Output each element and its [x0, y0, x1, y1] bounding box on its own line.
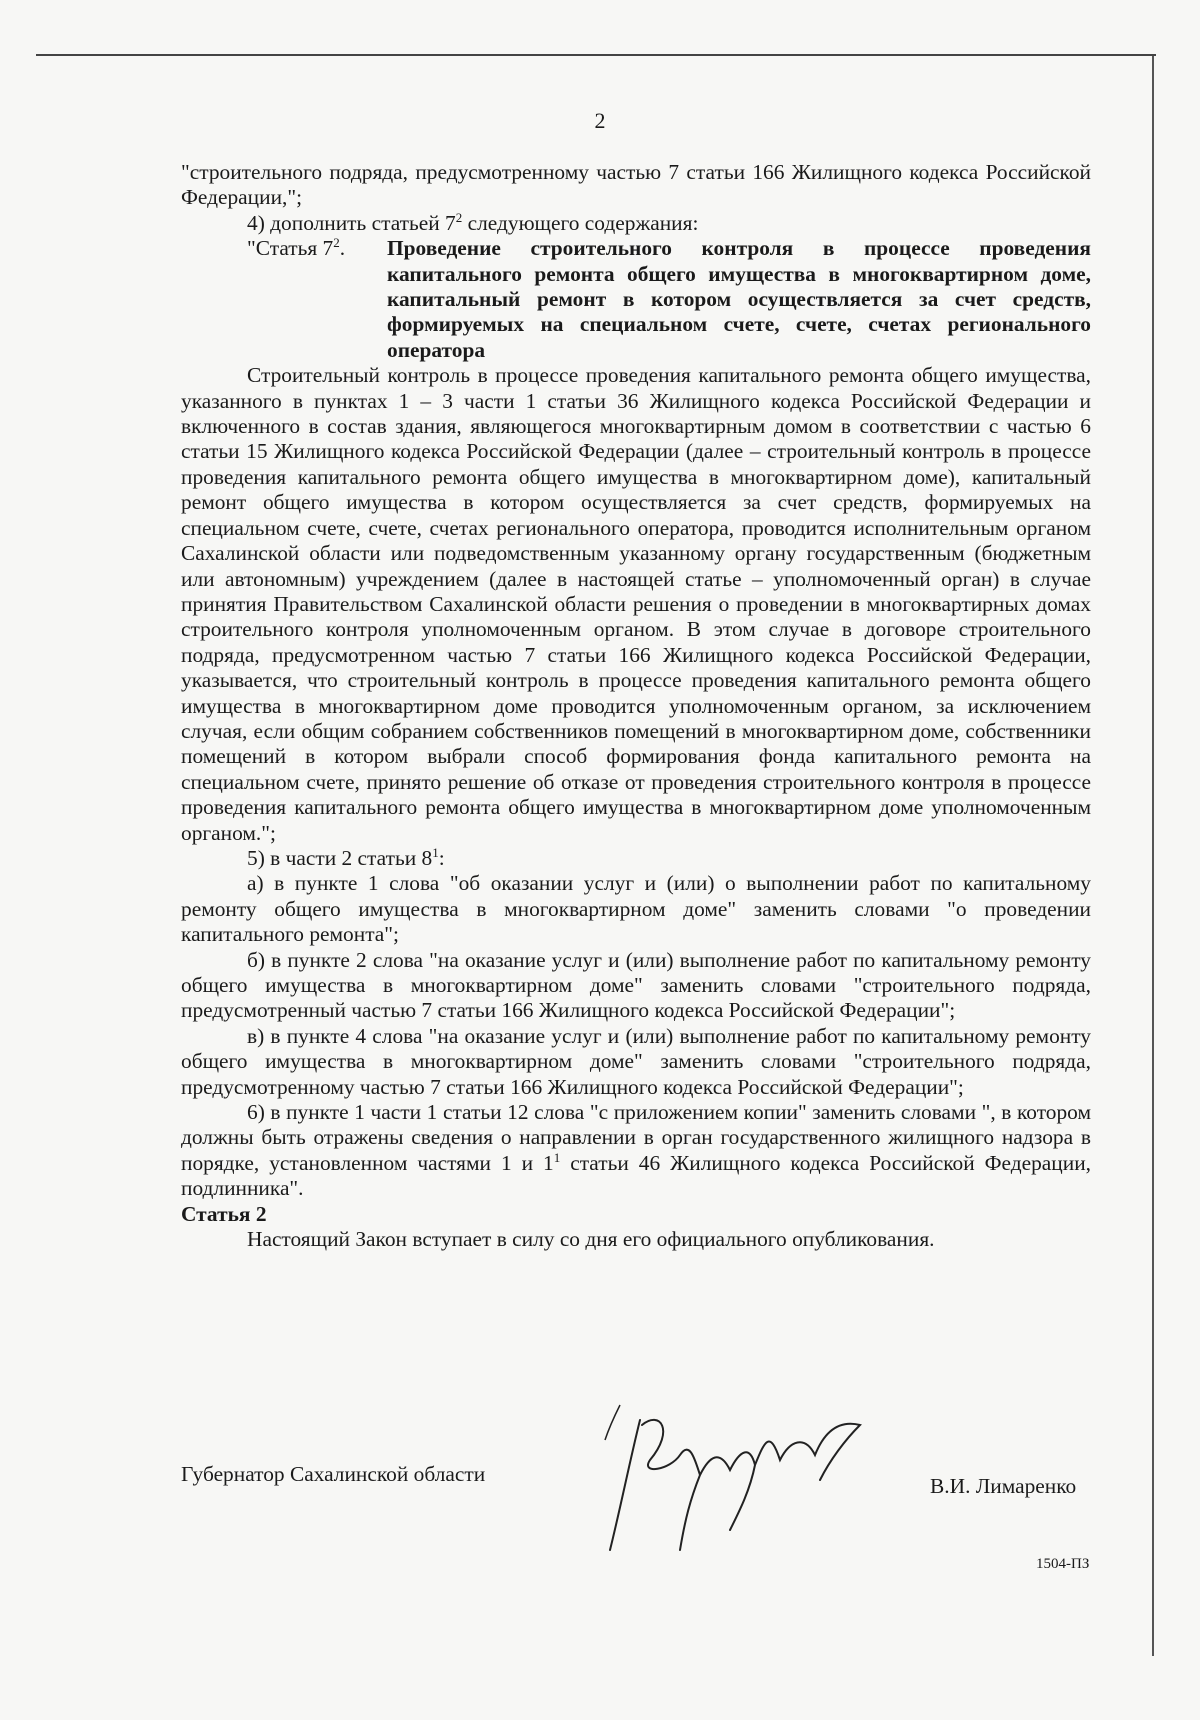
paragraph: в) в пункте 4 слова "на оказание услуг и (или) выполнение работ по капитальному ремонту общего имущества в многоквартирном доме" заменить словами "строительного подряда, предусмотренному частью 7 статьи 166 Жилищного кодекса Российской Федерации";: [181, 1023, 1091, 1099]
paragraph: б) в пункте 2 слова "на оказание услуг и (или) выполнение работ по капитальному ремонту общего имущества в многоквартирном доме" заменить словами "строительного подряда, предусмотренный частью 7 статьи 166 Жилищного кодекса Российской Федерации";: [181, 947, 1091, 1023]
paragraph: 6) в пункте 1 части 1 статьи 12 слова "с приложением копии" заменить словами ", в котором должны быть отражены сведения о направлении в орган государственного жилищного надзора в порядке, установленном частями 1 и $1^1$ статьи 46 Жилищного кодекса Российской Федерации, подлинника".: [181, 1100, 1091, 1201]
paragraph: Строительный контроль в процессе проведения капитального ремонта общего имущества, указанного в пунктах 1 – 3 части 1 статьи 36 Жилищного кодекса Российской Федерации и включенного в состав здания, являющегося многоквартирным домом в соответствии с частью 6 статьи 15 Жилищного кодекса Российской Федерации (далее – строительный контроль в процессе проведения капитального ремонта общего имущества в многоквартирном доме), капитальный ремонт общего имущества в котором осуществляется за счет средств, формируемых на специальном счете, счете, счетах регионального оператора, проводится исполнительным органом Сахалинской области или подведомственным указанному органу государственным (бюджетным или автономным) учреждением (далее в настоящей статье – уполномоченный орган) в случае принятия Правительством Сахалинской области решения о проведении в многоквартирных домах строительного контроля уполномоченным органом. В этом случае в договоре строительного подряда, предусмотренном частью 7 статьи 166 Жилищного кодекса Российской Федерации, указывается, что строительный контроль в процессе проведения капитального ремонта общего имущества в многоквартирном доме проводится уполномоченным органом, за исключением случая, если общим собранием собственников помещений в многоквартирном доме, собственники помещений в котором выбрали способ формирования фонда капитального ремонта на специальном счете, принято решение об отказе от проведения строительного контроля в процессе проведения капитального ремонта общего имущества в многоквартирном доме уполномоченным органом.";: [181, 363, 1091, 845]
paragraph: 4) дополнить статьей $7^2$ следующего содержания:: [247, 209, 699, 235]
paragraph: а) в пункте 1 слова "об оказании услуг и (или) о выполнении работ по капитальному ремонту общего имущества в многоквартирном доме" заменить словами "о проведении капитального ремонта";: [181, 871, 1091, 947]
page-number: 2: [594, 108, 606, 133]
document-code: 1504-ПЗ: [1036, 1556, 1090, 1572]
document-body: [181, 160, 1091, 1252]
handwritten-signature: [580, 1400, 910, 1570]
top-border-line: [36, 54, 1156, 56]
article-2-heading: Статья 2: [181, 1201, 267, 1226]
article-title: Проведение строительного контроля в процессе проведения капитального ремонта общего имущества в многоквартирном доме, капитальный ремонт в котором осуществляется за счет средств, формируемых на специальном счете, счете, счетах регионального оператора: [387, 236, 1091, 362]
paragraph: 5) в части 2 статьи $8^1$:: [247, 844, 445, 870]
article-heading: [247, 236, 1091, 363]
signatory-position: Губернатор Сахалинской области: [181, 1462, 486, 1486]
article-label: "Статья $7^2$.: [247, 235, 346, 261]
paragraph: "строительного подряда, предусмотренному частью 7 статьи 166 Жилищного кодекса Российской Федерации,";: [181, 160, 1091, 210]
article-2-text: Настоящий Закон вступает в силу со дня его официального опубликования.: [247, 1227, 935, 1252]
right-border-line: [1152, 56, 1154, 1656]
signatory-name: В.И. Лимаренко: [930, 1474, 1077, 1498]
